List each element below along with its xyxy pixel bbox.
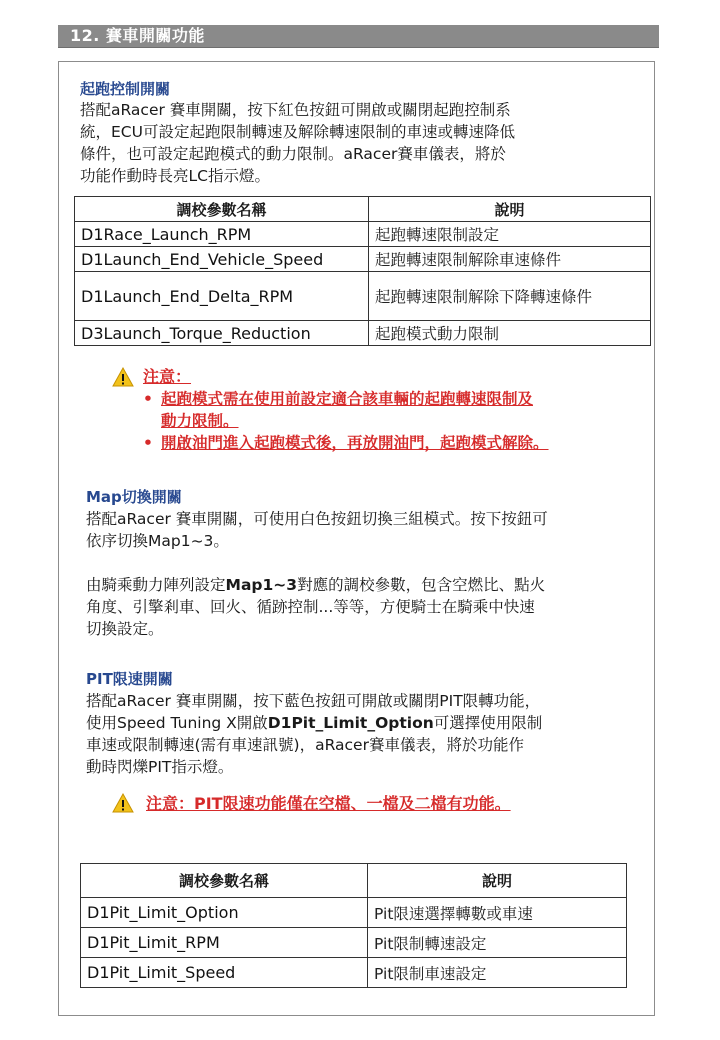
pit-description [86, 690, 542, 778]
table-row [75, 222, 651, 247]
table-row [81, 928, 627, 958]
param-name: D1Pit_Limit_Option [81, 898, 368, 928]
param-name: D1Pit_Limit_RPM [81, 928, 368, 958]
map-detail-line-2: 角度、引擎剎車、回火、循跡控制...等等，方便騎士在騎乘中快速 [86, 598, 535, 616]
list-item: • 起跑模式需在使用前設定適合該車輛的起跑轉速限制及 動力限制。 [143, 388, 549, 432]
table-row [75, 321, 651, 346]
section-title: 12. 賽車開關功能 [70, 26, 205, 45]
table-header-row [81, 864, 627, 898]
param-desc: Pit限制轉速設定 [368, 928, 627, 958]
param-desc: 起跑轉速限制設定 [369, 222, 651, 247]
pit-param-table [80, 863, 627, 988]
launch-line-3: 條件，也可設定起跑模式的動力限制。aRacer賽車儀表，將於 [80, 145, 506, 163]
map-description [86, 508, 548, 552]
warning-triangle-icon [112, 793, 134, 813]
param-desc: 起跑轉速限制解除下降轉速條件 [369, 272, 651, 321]
param-name: D1Launch_End_Delta_RPM [75, 272, 369, 321]
table-row [75, 272, 651, 321]
list-item: • 開啟油門進入起跑模式後，再放開油門，起跑模式解除。 [143, 434, 549, 452]
map-detail-line-3: 切換設定。 [86, 620, 164, 638]
column-header-desc: 說明 [368, 864, 627, 898]
param-desc: Pit限制車速設定 [368, 958, 627, 988]
param-name: D3Launch_Torque_Reduction [75, 321, 369, 346]
pit-note: 注意：PIT限速功能僅在空檔、一檔及二檔有功能。 [146, 794, 511, 813]
launch-line-4: 功能作動時長亮LC指示燈。 [80, 167, 270, 185]
note-text: 動力限制。 [161, 412, 239, 430]
map-line-1: 搭配aRacer 賽車開關，可使用白色按鈕切換三組模式。按下按鈕可 [86, 510, 548, 528]
map-detail-line-1: 由騎乘動力陣列設定Map1~3對應的調校參數，包含空燃比、點火 [86, 576, 546, 594]
pit-line-1: 搭配aRacer 賽車開關，按下藍色按鈕可開啟或關閉PIT限轉功能， [86, 692, 541, 710]
column-header-param: 調校參數名稱 [81, 864, 368, 898]
pit-heading: PIT限速開關 [86, 670, 173, 688]
param-name: D1Launch_End_Vehicle_Speed [75, 247, 369, 272]
section-header-bar [58, 25, 659, 48]
pit-line-2: 使用Speed Tuning X開啟D1Pit_Limit_Option可選擇使用限制 [86, 714, 543, 732]
note-text: 開啟油門進入起跑模式後，再放開油門，起跑模式解除。 [161, 434, 549, 452]
pit-line-3: 車速或限制轉速(需有車速訊號)，aRacer賽車儀表，將於功能作 [86, 736, 524, 754]
param-desc: 起跑轉速限制解除車速條件 [369, 247, 651, 272]
map-detail [86, 574, 545, 640]
note-text: 起跑模式需在使用前設定適合該車輛的起跑轉速限制及 [161, 390, 534, 408]
table-row [75, 247, 651, 272]
table-row [81, 898, 627, 928]
table-row [81, 958, 627, 988]
launch-description [80, 99, 515, 187]
launch-line-2: 統，ECU可設定起跑限制轉速及解除轉速限制的車速或轉速降低 [80, 123, 515, 141]
launch-note-list [143, 388, 549, 454]
pit-line-4: 動時閃爍PIT指示燈。 [86, 758, 234, 776]
column-header-param: 調校參數名稱 [75, 197, 369, 222]
param-desc: Pit限速選擇轉數或車速 [368, 898, 627, 928]
warning-triangle-icon [112, 367, 134, 387]
param-name: D1Race_Launch_RPM [75, 222, 369, 247]
table-header-row [75, 197, 651, 222]
launch-note-title: 注意： [143, 367, 192, 386]
map-line-2: 依序切換Map1~3。 [86, 532, 229, 550]
launch-param-table [74, 196, 651, 346]
param-name: D1Pit_Limit_Speed [81, 958, 368, 988]
map-heading: Map切換開關 [86, 488, 182, 506]
param-desc: 起跑模式動力限制 [369, 321, 651, 346]
column-header-desc: 說明 [369, 197, 651, 222]
launch-heading: 起跑控制開關 [80, 80, 171, 98]
launch-line-1: 搭配aRacer 賽車開關，按下紅色按鈕可開啟或關閉起跑控制系 [80, 101, 511, 119]
